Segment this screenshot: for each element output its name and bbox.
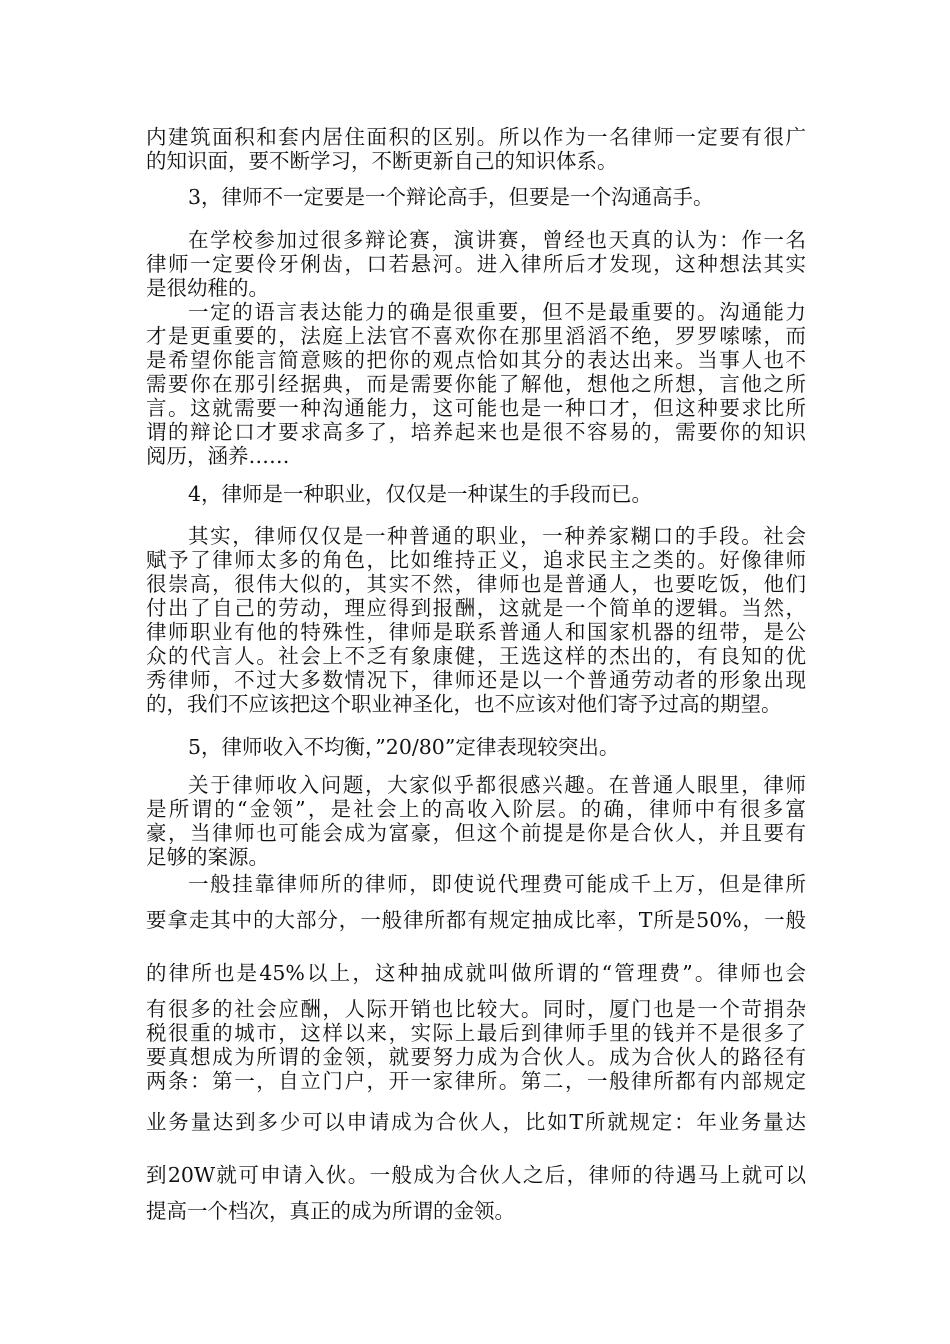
text-line: 是很幼稚的。 bbox=[146, 276, 269, 300]
text-line: 在学校参加过很多辩论赛，演讲赛，曾经也天真的认为：作一名 bbox=[188, 228, 806, 252]
section-heading-5: 5，律师收入不均衡，”20/80”定律表现较突出。 bbox=[188, 735, 620, 759]
text-line: 其实，律师仅仅是一种普通的职业，一种养家糊口的手段。社会 bbox=[188, 524, 806, 548]
text-line: 业务量达到多少可以申请成为合伙人，比如T所就规定：年业务量达 bbox=[146, 1110, 806, 1134]
text-line: 豪，当律师也可能会成为富豪，但这个前提是你是合伙人，并且要有 bbox=[146, 821, 806, 845]
text-line: 要真想成为所谓的金领，就要努力成为合伙人。成为合伙人的路径有 bbox=[146, 1045, 806, 1069]
section-heading-3: 3，律师不一定要是一个辩论高手，但要是一个沟通高手。 bbox=[188, 185, 714, 209]
text-line: 律师职业有他的特殊性，律师是联系普通人和国家机器的纽带，是公 bbox=[146, 620, 806, 644]
text-line: 的，我们不应该把这个职业神圣化，也不应该对他们寄予过高的期望。 bbox=[146, 692, 782, 716]
text-line: 是所谓的“金领”，是社会上的高收入阶层。的确，律师中有很多富 bbox=[146, 797, 806, 821]
section-heading-4: 4，律师是一种职业，仅仅是一种谋生的手段而已。 bbox=[188, 482, 653, 506]
text-line: 赋予了律师太多的角色，比如维持正义，追求民主之类的。好像律师 bbox=[146, 548, 806, 572]
text-line: 两条：第一，自立门户，开一家律所。第二，一般律所都有内部规定 bbox=[146, 1069, 806, 1093]
text-line: 一定的语言表达能力的确是很重要，但不是最重要的。沟通能力 bbox=[188, 300, 806, 324]
text-line: 是希望你能言简意赅的把你的观点恰如其分的表达出来。当事人也不 bbox=[146, 348, 806, 372]
text-line: 言。这就需要一种沟通能力，这可能也是一种口才，但这种要求比所 bbox=[146, 396, 806, 420]
text-line: 一般挂靠律师所的律师，即使说代理费可能成千上万，但是律所 bbox=[188, 872, 806, 896]
text-line: 关于律师收入问题，大家似乎都很感兴趣。在普通人眼里，律师 bbox=[188, 773, 806, 797]
text-line: 要拿走其中的大部分，一般律所都有规定抽成比率，T所是50%，一般 bbox=[146, 908, 806, 932]
text-line: 税很重的城市，这样以来，实际上最后到律师手里的钱并不是很多了 bbox=[146, 1021, 806, 1045]
text-line: 秀律师，不过大多数情况下，律师还是以一个普通劳动者的形象出现 bbox=[146, 668, 806, 692]
text-line: 需要你在那引经据典，而是需要你能了解他，想他之所想，言他之所 bbox=[146, 372, 806, 396]
text-line: 众的代言人。社会上不乏有象康健，王选这样的杰出的，有良知的优 bbox=[146, 644, 806, 668]
text-line: 内建筑面积和套内居住面积的区别。所以作为一名律师一定要有很广 bbox=[146, 125, 806, 149]
text-line: 很崇高，很伟大似的，其实不然，律师也是普通人，也要吃饭，他们 bbox=[146, 572, 806, 596]
text-line: 付出了自己的劳动，理应得到报酬，这就是一个简单的逻辑。当然， bbox=[146, 596, 806, 620]
text-line: 的知识面，要不断学习，不断更新自己的知识体系。 bbox=[146, 149, 618, 173]
text-line: 谓的辩论口才要求高多了，培养起来也是很不容易的，需要你的知识 bbox=[146, 420, 806, 444]
text-line: 才是更重要的，法庭上法官不喜欢你在那里滔滔不绝，罗罗嗦嗦，而 bbox=[146, 324, 806, 348]
text-line: 阅历，涵养…… bbox=[146, 444, 290, 468]
text-line: 到20W就可申请入伙。一般成为合伙人之后，律师的待遇马上就可以 bbox=[146, 1163, 806, 1187]
text-line: 律师一定要伶牙俐齿，口若悬河。进入律所后才发现，这种想法其实 bbox=[146, 252, 806, 276]
text-line: 的律所也是45%以上，这种抽成就叫做所谓的“管理费”。律师也会 bbox=[146, 961, 806, 985]
text-line: 提高一个档次，真正的成为所谓的金领。 bbox=[146, 1199, 515, 1223]
text-line: 有很多的社会应酬，人际开销也比较大。同时，厦门也是一个苛捐杂 bbox=[146, 997, 806, 1021]
text-line: 足够的案源。 bbox=[146, 845, 269, 869]
